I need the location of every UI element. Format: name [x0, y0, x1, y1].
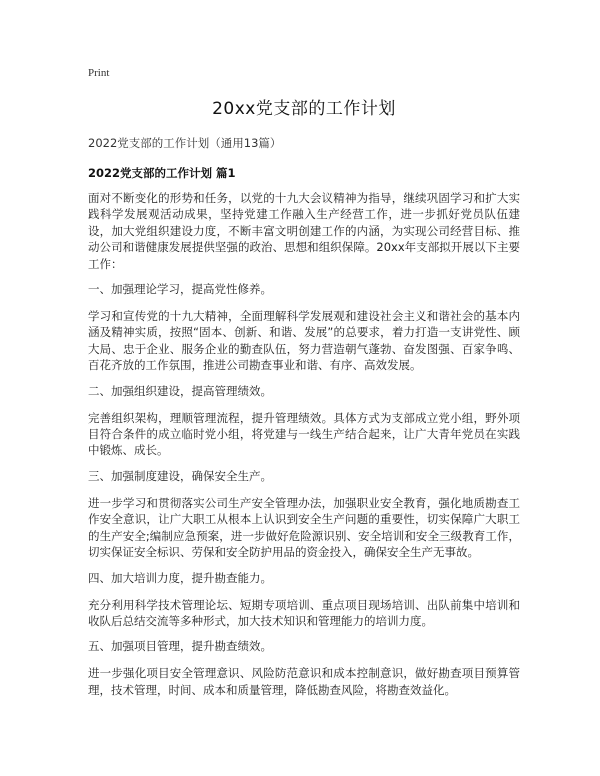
- item-heading-3: 三、加强制度建设，确保安全生产。: [88, 468, 272, 483]
- document-subtitle: 2022党支部的工作计划（通用13篇）: [88, 136, 282, 150]
- item-heading-1: 一、加强理论学习，提高党性修养。: [88, 282, 272, 297]
- item-heading-4: 四、加大培训力度，提升勘查能力。: [88, 570, 272, 585]
- section-heading: 2022党支部的工作计划 篇1: [88, 166, 236, 180]
- print-label[interactable]: Print: [88, 67, 110, 79]
- item-heading-5: 五、加强项目管理，提升勘查绩效。: [88, 639, 272, 654]
- document-page: [88, 66, 520, 707]
- item-body-2: 完善组织架构，理顺管理流程，提升管理绩效。具体方式为支部成立党小组，野外项目符合条件的成立临时党小组，将党建与一线生产结合起来，让广大青年党员在实践中锻炼、成长。: [88, 410, 520, 458]
- item-heading-2: 二、加强组织建设，提高管理绩效。: [88, 383, 272, 398]
- page-title: 20xx党支部的工作计划: [212, 99, 396, 119]
- item-body-3: 进一步学习和贯彻落实公司生产安全管理办法，加强职业安全教育，强化地质勘查工作安全意识，让广大职工从根本上认识到安全生产问题的重要性，切实保障广大职工的生产安全;编制应急预案，进一步做好危险源识别、安全培训和安全三级教育工作，切实保证安全标识、劳保和安全防护用品的资金投入，确保安全生产无事故。: [88, 495, 520, 560]
- item-body-5: 进一步强化项目安全管理意识、风险防范意识和成本控制意识，做好勘查项目预算管理，技术管理，时间、成本和质量管理，降低勘查风险，将勘查效益化。: [88, 666, 520, 697]
- item-body-1: 学习和宣传党的十九大精神，全面理解科学发展观和建设社会主义和谐社会的基本内涵及精神实质，按照“固本、创新、和谐、发展”的总要求，着力打造一支讲党性、顾大局、忠于企业、服务企业的勤查队伍，努力营造朝气蓬勃、奋发图强、百家争鸣、百花齐放的工作氛围，推进公司勘查事业和谐、有序、高效发展。: [88, 309, 520, 373]
- item-body-4: 充分利用科学技术管理论坛、短期专项培训、重点项目现场培训、出队前集中培训和收队后总结交流等多种形式，加大技术知识和管理能力的培训力度。: [88, 597, 520, 628]
- intro-paragraph: 面对不断变化的形势和任务，以党的十九大会议精神为指导，继续巩固学习和扩大实践科学发展观活动成果，坚持党建工作融入生产经营工作，进一步抓好党员队伍建设，加大党组织建设力度，不断丰富文明创建工作的内涵，为实现公司经营目标、推动公司和谐健康发展提供坚强的政治、思想和组织保障。20xx年支部拟开展以下主要工作：: [88, 191, 520, 271]
